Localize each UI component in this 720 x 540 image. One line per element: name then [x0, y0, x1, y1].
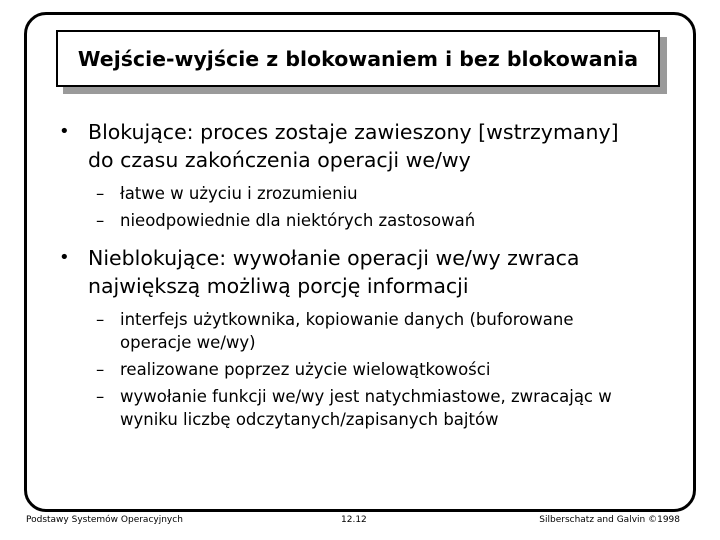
slide-content: [56, 118, 686, 435]
bullet-blocking: [56, 118, 686, 174]
subbullet-text: łatwe w użyciu i zrozumieniu: [120, 184, 358, 203]
bullet-marker: •: [59, 247, 70, 268]
subbullet-text: interfejs użytkownika, kopiowanie danych (buforowane: [120, 310, 574, 329]
subbullet: [56, 358, 686, 381]
dash-marker: –: [96, 310, 105, 329]
footer-left: Podstawy Systemów Operacyjnych: [26, 515, 183, 525]
subbullet: [56, 209, 686, 232]
dash-marker: –: [96, 211, 105, 230]
bullet-text-line: Nieblokujące: wywołanie operacji we/wy zwraca: [88, 246, 580, 270]
slide-title: Wejście-wyjście z blokowaniem i bez blokowania: [77, 46, 639, 71]
footer-right: Silberschatz and Galvin ©1998: [539, 515, 680, 525]
subbullet: [56, 182, 686, 205]
bullet-nonblocking: [56, 244, 686, 300]
bullet-text-line: największą możliwą porcję informacji: [88, 274, 469, 298]
dash-marker: –: [96, 387, 105, 406]
subbullet-text: realizowane poprzez użycie wielowątkowości: [120, 360, 491, 379]
title-box: [56, 30, 660, 87]
subbullet: [56, 385, 686, 431]
subbullet-text: nieodpowiednie dla niektórych zastosowań: [120, 211, 476, 230]
bullet-text-line: Blokujące: proces zostaje zawieszony [wstrzymany]: [88, 120, 619, 144]
subbullet: [56, 308, 686, 354]
dash-marker: –: [96, 360, 105, 379]
footer-page-number: 12.12: [341, 515, 367, 525]
bullet-text-line: do czasu zakończenia operacji we/wy: [88, 148, 471, 172]
subbullet-text: operacje we/wy): [120, 333, 256, 352]
dash-marker: –: [96, 184, 105, 203]
subbullet-text: wywołanie funkcji we/wy jest natychmiastowe, zwracając w: [120, 387, 612, 406]
bullet-marker: •: [59, 121, 70, 142]
subbullet-text: wyniku liczbę odczytanych/zapisanych bajtów: [120, 410, 499, 429]
